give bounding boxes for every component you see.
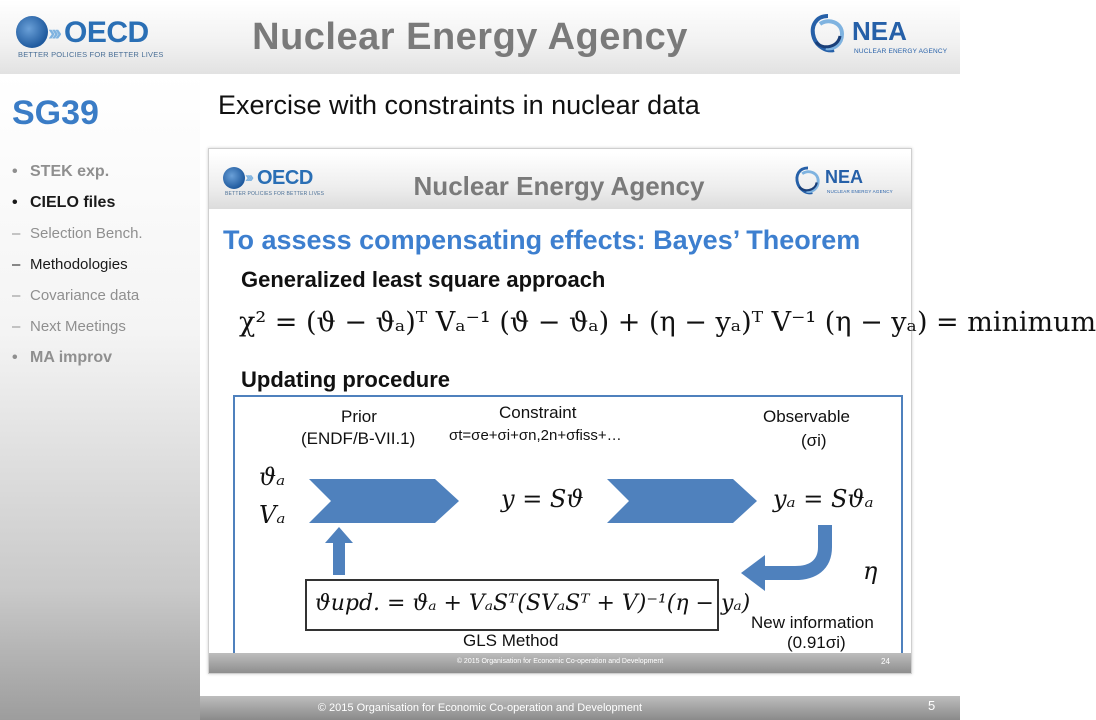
nea-logo-tagline: NUCLEAR ENERGY AGENCY bbox=[827, 189, 893, 194]
prior-to-constraint-arrow-icon bbox=[309, 479, 459, 523]
sidebar-item-label: Methodologies bbox=[30, 256, 128, 273]
eta-symbol: η bbox=[863, 557, 878, 585]
embedded-slide-image bbox=[208, 148, 1096, 674]
new-information-value: (0.91σi) bbox=[787, 633, 846, 652]
observable-equation: yₐ = Sϑₐ bbox=[773, 485, 874, 513]
bullet-marker: • bbox=[12, 349, 18, 366]
gls-update-equation: ϑupd. = ϑₐ + VₐSᵀ(SVₐSᵀ + V)⁻¹(η − yₐ) bbox=[315, 591, 751, 616]
oecd-logo-tagline: BETTER POLICIES FOR BETTER LIVES bbox=[18, 50, 164, 59]
constraint-equation: σt=σe+σi+σn,2n+σfiss+… bbox=[449, 427, 622, 444]
sidebar-item-methodologies[interactable] bbox=[12, 255, 200, 286]
embedded-oecd-logo bbox=[223, 167, 323, 201]
nea-swirl-icon bbox=[808, 12, 848, 56]
v-a-symbol: Vₐ bbox=[259, 501, 286, 529]
embedded-footer-text: © 2015 Organisation for Economic Co-operation and Development bbox=[456, 658, 664, 665]
sidebar-item-stek[interactable] bbox=[12, 162, 200, 193]
sidebar-item-label: Selection Bench. bbox=[30, 225, 143, 242]
new-information-label: New information bbox=[751, 613, 874, 632]
oecd-logo-word: OECD bbox=[64, 16, 149, 49]
sidebar-item-label: Next Meetings bbox=[30, 318, 126, 335]
sidebar-item-label: Covariance data bbox=[30, 287, 140, 304]
curved-return-arrow-icon bbox=[741, 525, 841, 591]
observable-label: Observable bbox=[763, 407, 850, 426]
embedded-nea-logo bbox=[791, 163, 901, 203]
sidebar-item-label: CIELO files bbox=[30, 194, 116, 211]
chevron-icon: ››› bbox=[245, 169, 251, 186]
sidebar-item-covariance[interactable] bbox=[12, 286, 200, 317]
embedded-footer bbox=[209, 653, 911, 673]
dash-marker: – bbox=[12, 318, 21, 335]
updating-procedure-diagram bbox=[233, 395, 903, 657]
gls-update-box bbox=[305, 579, 751, 631]
sidebar-item-label: STEK exp. bbox=[30, 163, 110, 180]
embedded-header-title: Nuclear Energy Agency bbox=[413, 171, 705, 201]
dash-marker: – bbox=[12, 225, 21, 242]
nea-logo-word: NEA bbox=[852, 16, 907, 46]
oecd-logo-tagline: BETTER POLICIES FOR BETTER LIVES bbox=[225, 191, 325, 197]
nea-logo-tagline: NUCLEAR ENERGY AGENCY bbox=[854, 48, 948, 55]
header-title: Nuclear Energy Agency bbox=[252, 16, 688, 58]
embedded-subheading-2: Updating procedure bbox=[241, 367, 451, 392]
chi-square-formula: χ² = (ϑ − ϑₐ)ᵀ Vₐ⁻¹ (ϑ − ϑₐ) + (η − yₐ)ᵀ V⁻¹ (η − yₐ) = minimum bbox=[239, 307, 1096, 338]
constraint-to-observable-arrow-icon bbox=[607, 479, 757, 523]
sidebar-item-selection-bench[interactable] bbox=[12, 224, 200, 255]
embedded-subheading: Generalized least square approach bbox=[241, 267, 606, 292]
page-title: Exercise with constraints in nuclear data bbox=[218, 90, 700, 120]
globe-icon bbox=[223, 167, 245, 189]
prior-label: Prior bbox=[341, 407, 377, 426]
dash-marker: – bbox=[12, 287, 21, 304]
sidebar-nav bbox=[12, 162, 200, 379]
oecd-logo bbox=[16, 16, 164, 60]
prior-sub-label: (ENDF/B-VII.1) bbox=[301, 429, 416, 448]
globe-icon bbox=[16, 16, 48, 48]
sidebar bbox=[0, 74, 200, 720]
nea-logo-word: NEA bbox=[825, 167, 864, 187]
oecd-logo-word: OECD bbox=[257, 167, 313, 189]
theta-a-symbol: ϑₐ bbox=[259, 463, 286, 491]
embedded-heading: To assess compensating effects: Bayes’ Theorem bbox=[223, 225, 861, 255]
sidebar-item-cielo[interactable] bbox=[12, 193, 200, 224]
constraint-label: Constraint bbox=[499, 403, 577, 422]
bullet-marker: • bbox=[12, 194, 18, 211]
gls-method-label: GLS Method bbox=[463, 631, 559, 650]
constraint-equation-y: y = Sϑ bbox=[501, 485, 584, 513]
up-arrow-icon bbox=[325, 527, 353, 575]
nea-swirl-icon bbox=[793, 165, 823, 197]
sidebar-item-next-meetings[interactable] bbox=[12, 317, 200, 348]
slide-header bbox=[0, 0, 960, 74]
nea-logo bbox=[806, 10, 956, 66]
observable-sub-label: (σi) bbox=[801, 431, 827, 450]
dash-marker: – bbox=[12, 256, 21, 273]
sidebar-item-label: MA improv bbox=[30, 349, 113, 366]
sidebar-item-ma-improv[interactable] bbox=[12, 348, 200, 379]
embedded-header bbox=[209, 153, 911, 209]
sidebar-title: SG39 bbox=[12, 94, 99, 132]
chevron-icon: ››› bbox=[48, 20, 58, 45]
page-number: 5 bbox=[928, 698, 936, 713]
bullet-marker: • bbox=[12, 163, 18, 180]
footer-copyright: © 2015 Organisation for Economic Co-operation and Development bbox=[317, 702, 643, 714]
embedded-page-number: 24 bbox=[881, 657, 890, 666]
slide-footer bbox=[200, 696, 960, 720]
